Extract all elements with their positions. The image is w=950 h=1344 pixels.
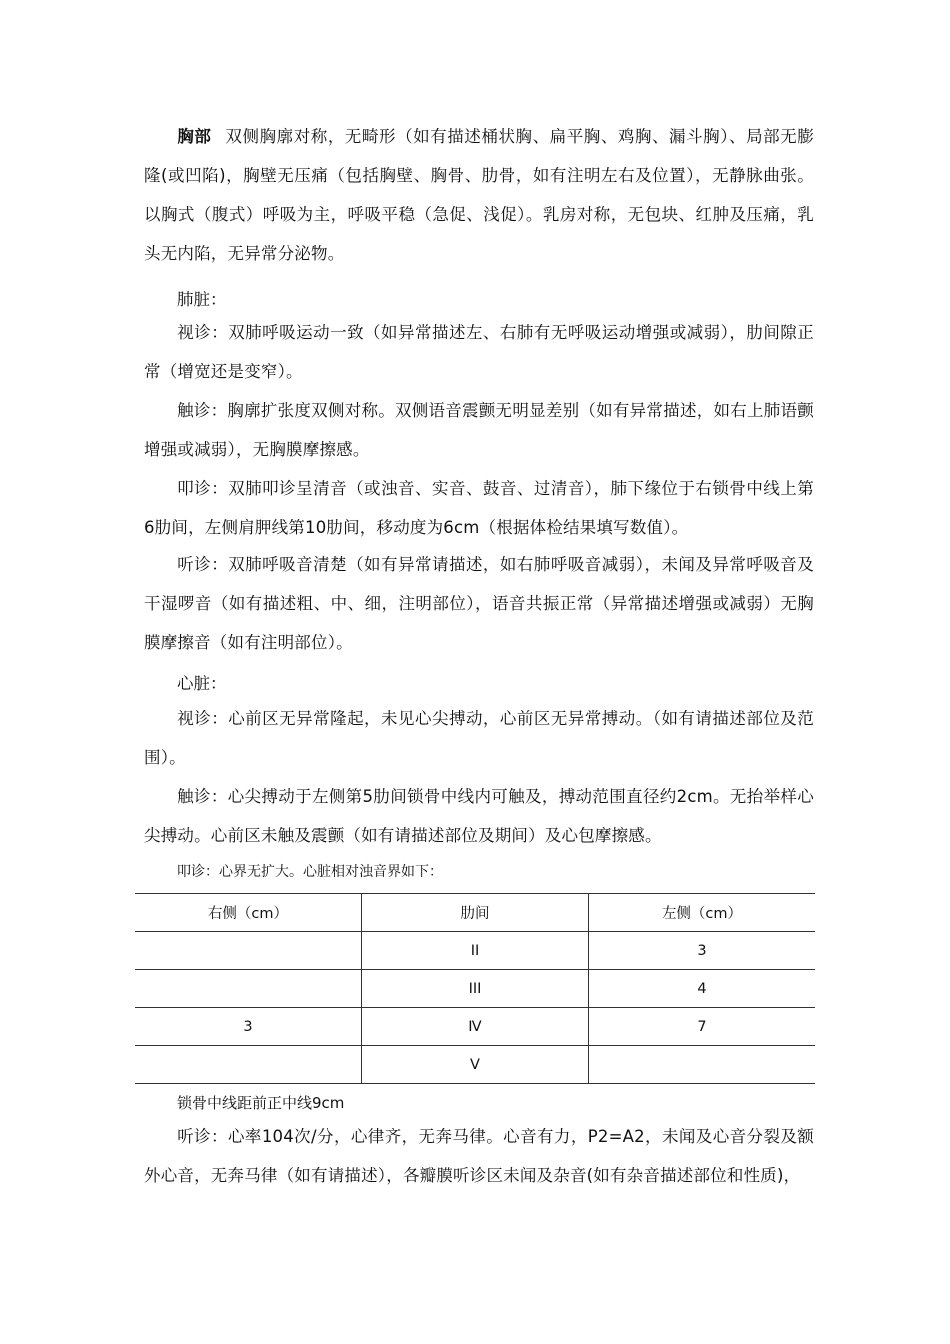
table-header-row <box>135 894 815 932</box>
cell-right <box>135 1046 362 1084</box>
header-left-side: 左侧（cm） <box>589 894 816 932</box>
cell-right <box>135 932 362 970</box>
midclavicular-note: 锁骨中线距前正中线9cm <box>177 1094 345 1112</box>
lung-auscultation <box>144 545 814 662</box>
cell-intercostal: III <box>362 970 589 1008</box>
heart-label: 心脏： <box>177 674 227 693</box>
heart-percussion-intro: 叩诊：心界无扩大。心脏相对浊音界如下： <box>177 864 443 880</box>
cell-intercostal: V <box>362 1046 589 1084</box>
chest-text: 双侧胸廓对称，无畸形（如有描述桶状胸、扁平胸、鸡胸、漏斗胸）、局部无膨隆(或凹陷)，胸壁无压痛（包括胸壁、胸骨、肋骨，如有注明左右及位置），无静脉曲张。以胸式（腹式）呼吸为主，呼吸平稳（急促、浅促）。乳房对称，无包块、红肿及压痛，乳头无内陷，无异常分泌物。 <box>144 127 814 263</box>
heart-auscultation-text: 听诊：心率104次/分，心律齐，无奔马律。心音有力，P2=A2，未闻及心音分裂及额外心音，无奔马律（如有请描述），各瓣膜听诊区未闻及杂音(如有杂音描述部位和性质)， <box>144 1127 814 1185</box>
cell-left: 3 <box>589 932 816 970</box>
heart-inspection-text: 视诊：心前区无异常隆起，未见心尖搏动，心前区无异常搏动。（如有请描述部位及范围）。 <box>144 709 814 767</box>
cell-intercostal: II <box>362 932 589 970</box>
table-row <box>135 1046 815 1084</box>
heart-inspection <box>144 699 814 777</box>
table-row <box>135 932 815 970</box>
cell-left: 4 <box>589 970 816 1008</box>
heart-palpation <box>144 777 814 855</box>
table-row <box>135 970 815 1008</box>
cell-right <box>135 970 362 1008</box>
chest-paragraph <box>144 117 814 273</box>
cell-intercostal: Ⅳ <box>362 1008 589 1046</box>
header-intercostal: 肋间 <box>362 894 589 932</box>
lung-palpation <box>144 391 814 469</box>
cell-left: 7 <box>589 1008 816 1046</box>
header-right-side: 右侧（cm） <box>135 894 362 932</box>
lung-label: 肺脏： <box>177 290 227 309</box>
lung-inspection <box>144 313 814 391</box>
heart-palpation-text: 触诊：心尖搏动于左侧第5肋间锁骨中线内可触及，搏动范围直径约2cm。无抬举样心尖搏动。心前区未触及震颤（如有请描述部位及期间）及心包摩擦感。 <box>144 787 814 845</box>
heart-auscultation <box>144 1117 814 1195</box>
lung-inspection-text: 视诊：双肺呼吸运动一致（如异常描述左、右肺有无呼吸运动增强或减弱），肋间隙正常（增宽还是变窄）。 <box>144 323 814 381</box>
lung-auscultation-text: 听诊：双肺呼吸音清楚（如有异常请描述，如右肺呼吸音减弱），未闻及异常呼吸音及干湿啰音（如有描述粗、中、细，注明部位），语音共振正常（异常描述增强或减弱）无胸膜摩擦音（如有注明部位）。 <box>144 555 814 652</box>
chest-heading: 胸部 <box>177 127 212 146</box>
cell-right: 3 <box>135 1008 362 1046</box>
lung-percussion-text: 叩诊：双肺叩诊呈清音（或浊音、实音、鼓音、过清音），肺下缘位于右锁骨中线上第6肋间，左侧肩胛线第10肋间，移动度为6cm（根据体检结果填写数值）。 <box>144 479 814 537</box>
cardiac-dullness-table <box>135 893 815 1084</box>
lung-palpation-text: 触诊：胸廓扩张度双侧对称。双侧语音震颤无明显差别（如有异常描述，如右上肺语颤增强或减弱），无胸膜摩擦感。 <box>144 401 814 459</box>
table-row <box>135 1008 815 1046</box>
lung-percussion <box>144 469 814 547</box>
cell-left <box>589 1046 816 1084</box>
